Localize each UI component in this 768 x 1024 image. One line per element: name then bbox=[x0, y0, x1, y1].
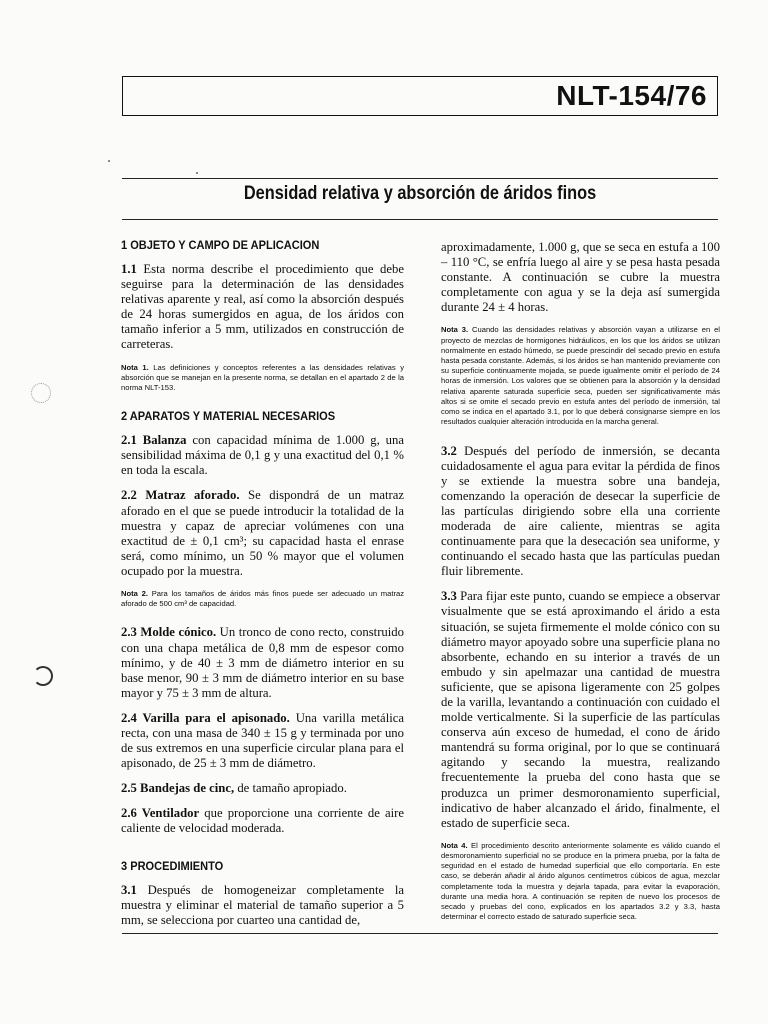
note-2: Nota 2. Para los tamaños de áridos más finos puede ser adecuado un matraz aforado de 500 cm³ de capacidad. bbox=[121, 589, 404, 609]
paragraph-3-2: 3.2 Después del período de inmersión, se decanta cuidadosamente el agua para evitar la pérdida de finos y se extiende la muestra sobre una bandeja, comenzando la operación de desecar la superficie de las partículas dirigiendo sobre ella una corriente moderada de aire caliente, mientras se agita continuamente para que la desecación sea uniforme, y continuando el secado hasta que las partículas puedan fluir libremente. bbox=[441, 443, 720, 579]
left-column bbox=[121, 232, 404, 938]
document-title: Densidad relativa y absorción de áridos finos bbox=[243, 183, 597, 204]
document-code: NLT-154/76 bbox=[556, 80, 707, 111]
paragraph-3-1: 3.1 Después de homogeneizar completamente la muestra y eliminar el material de tamaño superior a 5 mm, se selecciona por cuarteo una cantidad de, bbox=[121, 882, 404, 927]
note-4: Nota 4. El procedimiento descrito anteriormente solamente es válido cuando el desmoronamiento superficial no se produce en la primera prueba, por la falta de seguridad en el estado de humedad superficial que ello comportaría. En este caso, se deberán añadir al árido algunos centímetros cúbicos de agua, mezclar completamente toda la muestra y dejarla tapada, para evitar la evaporación, durante una media hora. A continuación se repiten de nuevo los procesos de secado y pruebas del cono, explicados en los apartados 3.2 y 3.3, hasta determinar el correcto estado de saturado superficie seca. bbox=[441, 840, 720, 922]
speck bbox=[108, 160, 110, 162]
note-1: Nota 1. Las definiciones y conceptos referentes a las densidades relativas y absorción que se manejan en la presente norma, se detallan en el apartado 2 de la norma NLT-153. bbox=[121, 362, 404, 392]
paragraph-3-3: 3.3 Para fijar este punto, cuando se empiece a observar visualmente que se está aproximando el árido a esta situación, se sujeta firmemente el molde cónico con su diámetro mayor apoyado sobre una superficie plana no absorbente, echando en su interior a través de un embudo y sin apelmazar una cantidad de muestra suficiente, que se apisona ligeramente con 25 golpes de la varilla, levantando a continuación con cuidado el molde verticalmente. Si la superficie de las partículas conserva aún exceso de humedad, el cono de árido mantendrá su forma original, por lo que se continuará agitando y secando la muestra, realizando frecuentemente la prueba del cono hasta que se produzca un primer desmoronamiento superficial, indicativo de haber alcanzado el árido, finalmente, el estado de superficie seca. bbox=[441, 589, 720, 830]
title-rule bbox=[122, 219, 718, 220]
paragraph-2-1: 2.1 Balanza con capacidad mínima de 1.000 g, una sensibilidad máxima de 0,1 g y una exactitud del 0,1 % en toda la escala. bbox=[121, 433, 404, 478]
top-rule bbox=[122, 178, 718, 179]
bottom-rule bbox=[122, 933, 718, 934]
section-heading: 3 PROCEDIMIENTO bbox=[121, 858, 224, 873]
paragraph-2-3: 2.3 Molde cónico. Un tronco de cono recto, construido con una chapa metálica de 0,8 mm de espesor como mínimo, y de 40 ± 3 mm de diámetro interior en su base menor, 90 ± 3 mm de diámetro interior en su base mayor y 75 ± 3 mm de altura. bbox=[121, 625, 404, 700]
binder-hole-mark bbox=[33, 666, 53, 686]
paragraph-2-6: 2.6 Ventilador que proporcione una corriente de aire caliente de velocidad moderada. bbox=[121, 806, 404, 836]
paragraph-2-5: 2.5 Bandejas de cinc, de tamaño apropiado. bbox=[121, 781, 347, 796]
section-heading: 2 APARATOS Y MATERIAL NECESARIOS bbox=[121, 409, 336, 424]
binder-hole-mark bbox=[31, 383, 51, 403]
note-3: Nota 3. Cuando las densidades relativas y absorción vayan a utilizarse en el proyecto de mezclas de hormigones hidráulicos, en los que los áridos se utilizan normalmente en estado húmedo, se puede prescindir del secado previo en estufa hasta pesada constante. Además, si los áridos se han mantenido previamente con su superficie continuamente mojada, se puede igualmente omitir el período de 24 horas de inmersión. Los valores que se obtienen para la absorción y la densidad relativa aparente saturada superficie seca, pueden ser significativamente más altos si se omite el secado previo en estufa antes del período de inmersión, tal como se indica en el apartado 3.1, por lo que deberá consignarse siempre en los resultados cualquier alteración introducida en la marcha general. bbox=[441, 325, 720, 427]
right-column bbox=[441, 240, 720, 938]
paragraph-2-2: 2.2 Matraz aforado. Se dispondrá de un matraz aforado en el que se puede introducir la totalidad de la muestra y capaz de apreciar volúmenes con una exactitud de ± 0,1 cm³; su capacidad hasta el enrase será, como mínimo, un 50 % mayor que el volumen ocupado por la muestra. bbox=[121, 488, 404, 578]
paragraph-1-1: 1.1 Esta norma describe el procedimiento que debe seguirse para la determinación de las densidades relativas aparente y real, así como la absorción después de 24 horas sumergidos en agua, de los áridos con tamaño inferior a 5 mm, utilizados en construcción de carreteras. bbox=[121, 262, 404, 352]
paragraph-2-4: 2.4 Varilla para el apisonado. Una varilla metálica recta, con una masa de 340 ± 15 g y terminada por uno de sus extremos en una superficie circular plana para el apisonado, de 25 ± 3 mm de diámetro. bbox=[121, 710, 405, 771]
paragraph-3-1-continued: aproximadamente, 1.000 g, que se seca en estufa a 100 – 110 °C, se enfría luego al aire y se pesa hasta pesada constante. A continuación se cubre la muestra completamente con agua y se la deja así sumergida durante 24 ± 4 horas. bbox=[441, 240, 720, 315]
speck bbox=[196, 172, 198, 174]
section-heading: 1 OBJETO Y CAMPO DE APLICACION bbox=[121, 238, 320, 252]
header-box bbox=[122, 76, 718, 116]
